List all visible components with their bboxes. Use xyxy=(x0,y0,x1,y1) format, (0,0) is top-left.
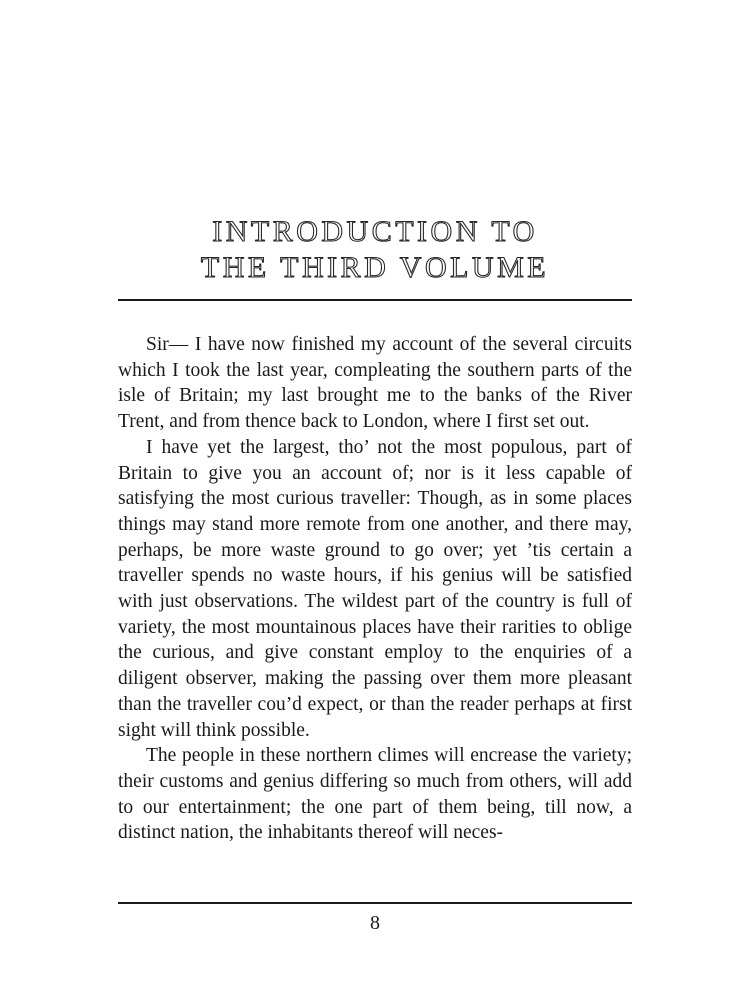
paragraph-1: Sir— I have now finished my account of the several circuits which I took the last year, compleating the southern parts of the isle of Britain; my last brought me to the banks of the River Trent, and from thence back to London, where I first set out. xyxy=(118,334,632,433)
footer-divider xyxy=(118,902,632,904)
paragraph-2: I have yet the largest, tho’ not the most populous, part of Britain to give you an account of; nor is it less capable of satisfying the most curious traveller: Though, as in some places things may stand more remote from one another, and there may, perhaps, be more waste ground to go over; yet ’tis certain a traveller spends no waste hours, if his genius will be satisfied with just observations. The wildest part of the country is full of variety, the most mountainous places have their rarities to oblige the curious, and give constant employ to the enquiries of a diligent observer, making the passing over them more pleasant than the traveller cou’d expect, or than the reader perhaps at first sight will think possible. xyxy=(118,436,632,741)
chapter-title-line-2: THE THIRD VOLUME xyxy=(200,251,550,284)
title-divider xyxy=(118,299,632,301)
chapter-title xyxy=(118,214,632,286)
chapter-title-line-1: INTRODUCTION TO xyxy=(212,215,538,248)
body-text xyxy=(118,332,632,846)
page-number: 8 xyxy=(370,912,380,934)
paragraph-3: The people in these northern climes will encrease the variety; their customs and genius differing so much from others, will add to our entertainment; the one part of them being, till now, a distinct nation, the inhabitants thereof will neces- xyxy=(118,745,632,844)
